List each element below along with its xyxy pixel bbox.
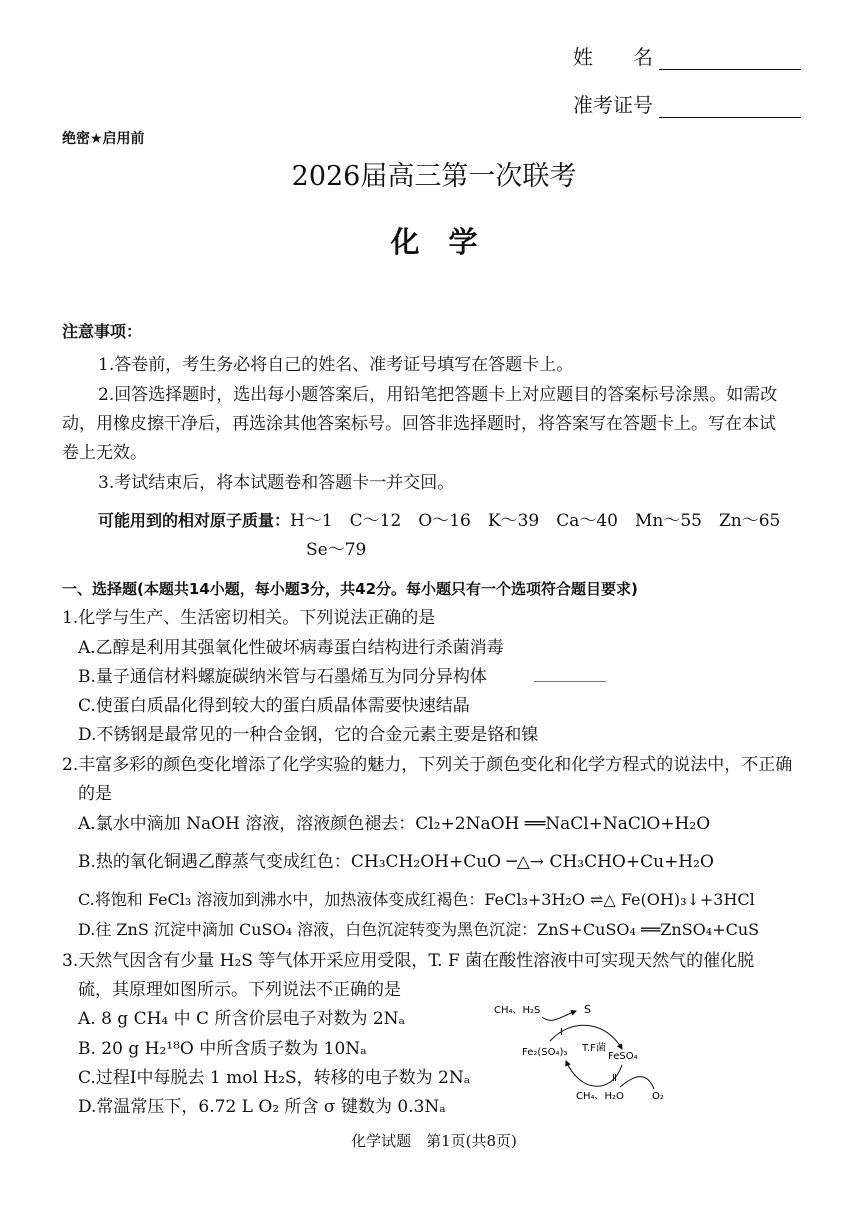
q3-stem-2: 硫，其原理如图所示。下列说法不正确的是 (78, 980, 401, 1000)
q3-option-c: C.过程Ⅰ中每脱去 1 mol H₂S，转移的电子数为 2Nₐ (78, 1068, 471, 1088)
diagram-sulfur: S (584, 1003, 591, 1016)
note-2b: 动，用橡皮擦干净后，再选涂其他答案标号。回答非选择题时，将答案写在答题卡上。写在本试 (62, 414, 776, 434)
q1-option-a: A.乙醇是利用其强氧化性破坏病毒蛋白结构进行杀菌消毒 (78, 638, 504, 658)
q2-option-d: D.往 ZnS 沉淀中滴加 CuSO₄ 溶液，白色沉淀转变为黑色沉淀：ZnS+CuSO₄ ══ZnSO₄+CuS (78, 920, 760, 939)
stray-line (534, 681, 606, 682)
diagram-catalyst: T.F菌 (582, 1043, 606, 1054)
note-3: 3.考试结束后，将本试题卷和答题卡一并交回。 (98, 473, 455, 493)
note-2c: 卷上无效。 (62, 443, 147, 463)
desulfurization-diagram (490, 995, 680, 1110)
note-2a: 2.回答选择题时，选出每小题答案后，用铅笔把答题卡上对应题目的答案标号涂黑。如需改 (98, 385, 778, 405)
diagram-oxygen: O₂ (652, 1091, 664, 1102)
section-heading: 一、选择题(本题共14小题，每小题3分，共42分。每小题只有一个选项符合题目要求) (62, 580, 638, 598)
q2-stem-2: 的是 (78, 784, 112, 804)
q2-option-b: B.热的氧化铜遇乙醇蒸气变成红色：CH₃CH₂OH+CuO ─△→ CH₃CHO+Cu+H₂O (78, 852, 714, 872)
name-label: 姓 名 (573, 45, 653, 69)
exam-title: 2026届高三第一次联考 (291, 161, 577, 192)
exam-id-field-row (573, 92, 801, 118)
q3-option-a: A. 8 g CH₄ 中 C 所含价层电子对数为 2Nₐ (78, 1009, 406, 1029)
diagram-process-1: Ⅰ (560, 1027, 563, 1038)
q3-option-d: D.常温常压下，6.72 L O₂ 所含 σ 键数为 0.3Nₐ (78, 1097, 446, 1117)
atomic-masses-values: H～1 C～12 O～16 K～39 Ca～40 Mn～55 Zn～65 (290, 511, 781, 531)
page-footer: 化学试题 第1页(共8页) (351, 1132, 517, 1150)
q2-option-a: A.氯水中滴加 NaOH 溶液，溶液颜色褪去：Cl₂+2NaOH ══NaCl+NaClO+H₂O (78, 814, 711, 834)
exam-id-blank (659, 99, 801, 118)
diagram-process-2: Ⅱ (612, 1073, 617, 1084)
atomic-masses-label: 可能用到的相对原子质量： (98, 511, 291, 530)
diagram-arrow-o2 (620, 1077, 654, 1089)
subject-title: 化 学 (390, 225, 478, 259)
atomic-masses-row (98, 510, 780, 532)
diagram-feso4: FeSO₄ (608, 1051, 638, 1062)
q2-option-c: C.将饱和 FeCl₃ 溶液加到沸水中，加热液体变成红褐色：FeCl₃+3H₂O ⇌△ Fe(OH)₃↓+3HCl (78, 890, 755, 909)
q1-option-d: D.不锈钢是最常见的一种合金钢，它的合金元素主要是铬和镍 (78, 725, 539, 745)
note-1: 1.答卷前，考生务必将自己的姓名、准考证号填写在答题卡上。 (98, 355, 574, 375)
q2-stem-1: 2.丰富多彩的颜色变化增添了化学实验的魅力，下列关于颜色变化和化学方程式的说法中，不正确 (62, 755, 793, 775)
q1-stem: 1.化学与生产、生活密切相关。下列说法正确的是 (62, 608, 436, 628)
diagram-output-bottom: CH₄、H₂O (576, 1091, 624, 1102)
secret-label: 绝密★启用前 (62, 131, 145, 147)
diagram-arrow-to-s (542, 1011, 576, 1020)
diagram-input-top: CH₄、H₂S (494, 1005, 541, 1016)
q3-stem-1: 3.天然气因含有少量 H₂S 等气体开采应用受限，T. F 菌在酸性溶液中可实现天然气的催化脱 (62, 951, 755, 971)
notes-heading: 注意事项： (62, 322, 143, 341)
atomic-masses-values-2: Se～79 (306, 540, 367, 560)
q1-option-c: C.使蛋白质晶化得到较大的蛋白质晶体需要快速结晶 (78, 696, 470, 716)
q1-option-b: B.量子通信材料螺旋碳纳米管与石墨烯互为同分异构体 (78, 667, 487, 687)
diagram-fe2so43: Fe₂(SO₄)₃ (522, 1047, 568, 1058)
exam-id-label: 准考证号 (573, 93, 653, 117)
q3-option-b: B. 20 g H₂¹⁸O 中所含质子数为 10Nₐ (78, 1039, 367, 1059)
name-field-row (573, 44, 801, 70)
name-blank (659, 51, 801, 70)
